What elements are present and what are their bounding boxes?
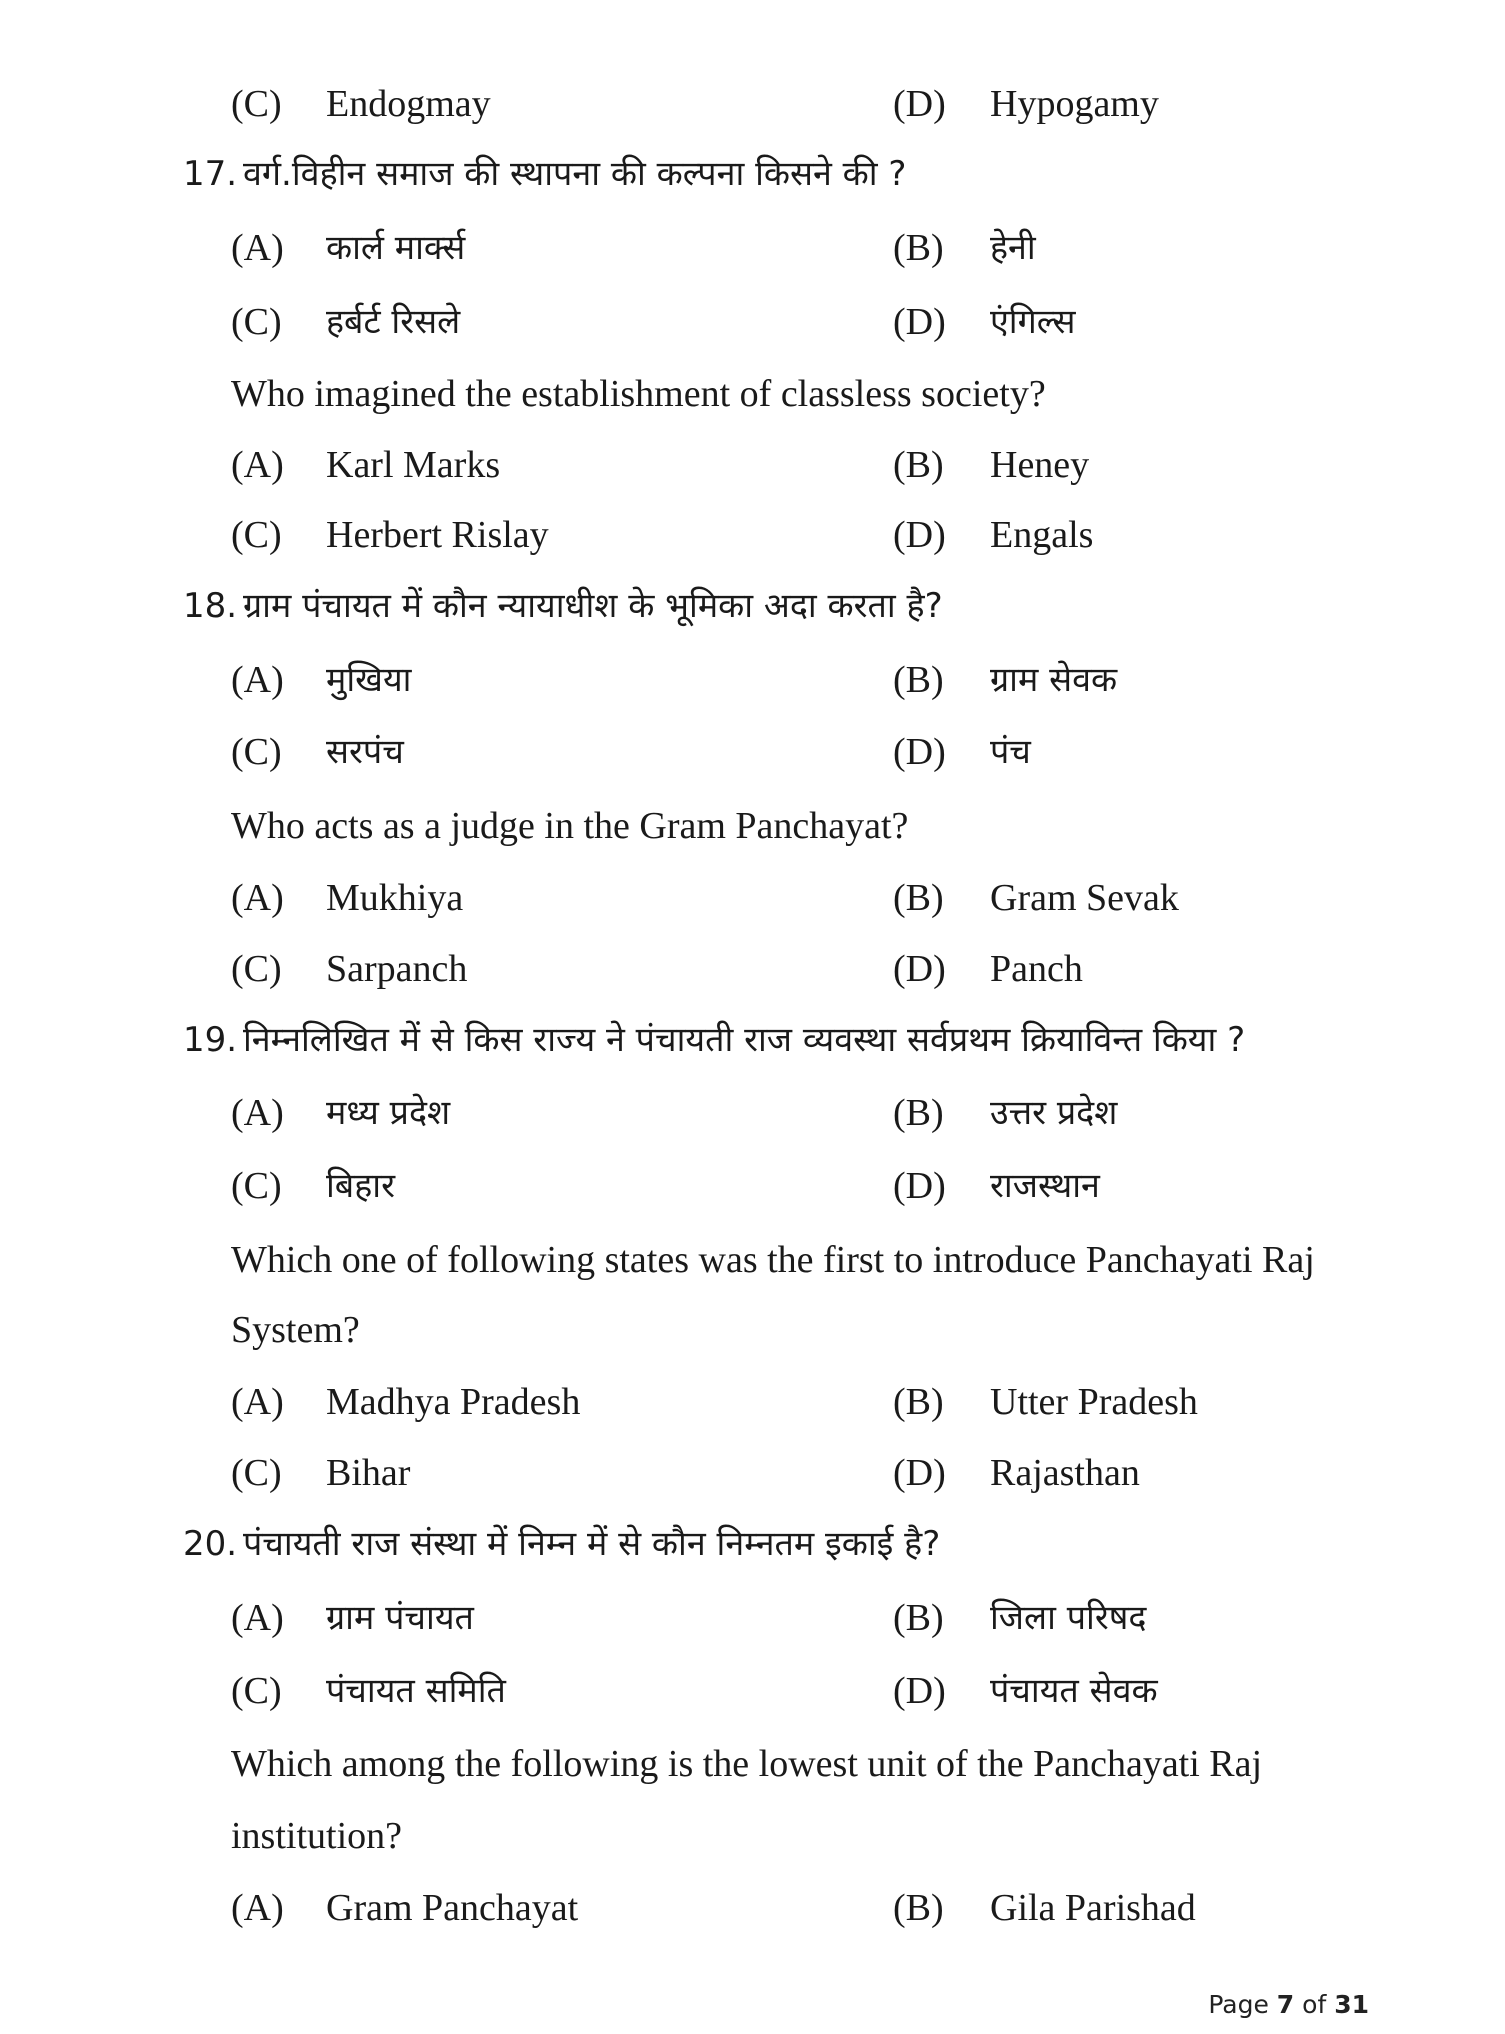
question-20-hindi xyxy=(0,1516,1505,1576)
option-label: (D) xyxy=(893,301,946,343)
option-label: (B) xyxy=(893,227,944,269)
option-row xyxy=(0,1445,1505,1505)
option-label: (A) xyxy=(231,1381,284,1423)
page-number-footer xyxy=(1208,1990,1369,2019)
option-label: (A) xyxy=(231,877,284,919)
option-text: Rajasthan xyxy=(990,1452,1140,1494)
option-text: उत्तर प्रदेश xyxy=(990,1093,1118,1133)
question-number: 17. xyxy=(183,154,238,194)
question-18-hindi xyxy=(0,578,1505,638)
option-label: (D) xyxy=(893,1452,946,1494)
question-text-hindi: पंचायती राज संस्था में निम्न में से कौन निम्नतम इकाई है? xyxy=(243,1524,941,1564)
option-text: Hypogamy xyxy=(990,83,1159,125)
question-19-hindi xyxy=(0,1012,1505,1072)
option-label: (A) xyxy=(231,1092,284,1134)
option-text: जिला परिषद xyxy=(990,1598,1147,1638)
option-label: (C) xyxy=(231,1452,282,1494)
question-text-english-continued: institution? xyxy=(231,1815,402,1857)
option-label: (D) xyxy=(893,1670,946,1712)
option-label: (B) xyxy=(893,1597,944,1639)
option-row xyxy=(0,724,1505,784)
option-text: Madhya Pradesh xyxy=(326,1381,581,1423)
question-number: 19. xyxy=(183,1020,238,1060)
question-17-hindi xyxy=(0,146,1505,206)
option-label: (A) xyxy=(231,227,284,269)
current-page: 7 xyxy=(1276,1990,1295,2019)
option-row xyxy=(0,1663,1505,1723)
option-text: Panch xyxy=(990,948,1083,990)
option-text: बिहार xyxy=(326,1166,395,1206)
option-row xyxy=(0,507,1505,567)
option-text: Karl Marks xyxy=(326,444,501,486)
option-label: (B) xyxy=(893,1381,944,1423)
question-text-english: Who imagined the establishment of classless society? xyxy=(231,373,1046,415)
option-text: Engals xyxy=(990,514,1094,556)
option-row xyxy=(0,870,1505,930)
option-text: एंगिल्स xyxy=(990,302,1076,342)
option-row xyxy=(0,1590,1505,1650)
option-row xyxy=(0,1880,1505,1940)
option-text: सरपंच xyxy=(326,732,404,772)
option-label: (C) xyxy=(231,948,282,990)
question-text-english-continued: System? xyxy=(231,1309,360,1351)
question-text-english: Which among the following is the lowest unit of the Panchayati Raj xyxy=(231,1743,1263,1785)
option-text: पंचायत सेवक xyxy=(990,1671,1158,1711)
option-label: (A) xyxy=(231,444,284,486)
option-row xyxy=(0,1085,1505,1145)
page-of: of xyxy=(1294,1990,1335,2019)
option-label: (C) xyxy=(231,83,282,125)
option-text: Heney xyxy=(990,444,1090,486)
option-label: (B) xyxy=(893,1092,944,1134)
option-text: Mukhiya xyxy=(326,877,464,919)
option-text: राजस्थान xyxy=(990,1166,1100,1206)
option-text: Gram Panchayat xyxy=(326,1887,579,1929)
question-text-english: Which one of following states was the first to introduce Panchayati Raj xyxy=(231,1239,1315,1281)
question-number: 20. xyxy=(183,1524,238,1564)
question-text-hindi: ग्राम पंचायत में कौन न्यायाधीश के भूमिका अदा करता है? xyxy=(243,586,943,626)
option-label: (C) xyxy=(231,1165,282,1207)
question-text-hindi: निम्नलिखित में से किस राज्य ने पंचायती राज व्यवस्था सर्वप्रथम क्रियाविन्त किया ? xyxy=(243,1020,1246,1060)
option-text: कार्ल मार्क्स xyxy=(326,228,466,268)
option-label: (D) xyxy=(893,948,946,990)
option-label: (D) xyxy=(893,1165,946,1207)
option-label: (B) xyxy=(893,1887,944,1929)
option-row xyxy=(0,941,1505,1001)
option-row xyxy=(0,652,1505,712)
option-text: Bihar xyxy=(326,1452,411,1494)
option-text: मध्य प्रदेश xyxy=(326,1093,451,1133)
option-label: (B) xyxy=(893,659,944,701)
option-label: (D) xyxy=(893,731,946,773)
option-label: (D) xyxy=(893,514,946,556)
option-label: (D) xyxy=(893,83,946,125)
option-text: पंच xyxy=(990,732,1031,772)
option-text: पंचायत समिति xyxy=(326,1671,506,1711)
option-label: (B) xyxy=(893,444,944,486)
option-label: (A) xyxy=(231,1597,284,1639)
option-row xyxy=(0,1158,1505,1218)
option-label: (C) xyxy=(231,301,282,343)
option-text: हर्बर्ट रिसले xyxy=(326,302,461,342)
page-prefix: Page xyxy=(1208,1990,1277,2019)
question-text-english: Who acts as a judge in the Gram Panchayat? xyxy=(231,805,909,847)
question-number: 18. xyxy=(183,586,238,626)
option-text: Endogmay xyxy=(326,83,491,125)
total-pages: 31 xyxy=(1334,1990,1369,2019)
option-row xyxy=(0,1374,1505,1434)
option-row xyxy=(0,437,1505,497)
option-text: Gila Parishad xyxy=(990,1887,1196,1929)
option-label: (A) xyxy=(231,659,284,701)
option-row xyxy=(0,294,1505,354)
option-text: मुखिया xyxy=(326,660,412,700)
option-text: हेनी xyxy=(990,228,1036,268)
option-text: Utter Pradesh xyxy=(990,1381,1198,1423)
option-row xyxy=(0,76,1505,136)
option-text: Sarpanch xyxy=(326,948,468,990)
question-text-hindi: वर्ग.विहीन समाज की स्थापना की कल्पना किसने की ? xyxy=(243,154,907,194)
option-label: (C) xyxy=(231,1670,282,1712)
option-row xyxy=(0,220,1505,280)
option-text: ग्राम पंचायत xyxy=(326,1598,474,1638)
option-label: (C) xyxy=(231,731,282,773)
option-text: Herbert Rislay xyxy=(326,514,549,556)
option-label: (A) xyxy=(231,1887,284,1929)
option-label: (B) xyxy=(893,877,944,919)
option-label: (C) xyxy=(231,514,282,556)
option-text: ग्राम सेवक xyxy=(990,660,1118,700)
option-text: Gram Sevak xyxy=(990,877,1179,919)
